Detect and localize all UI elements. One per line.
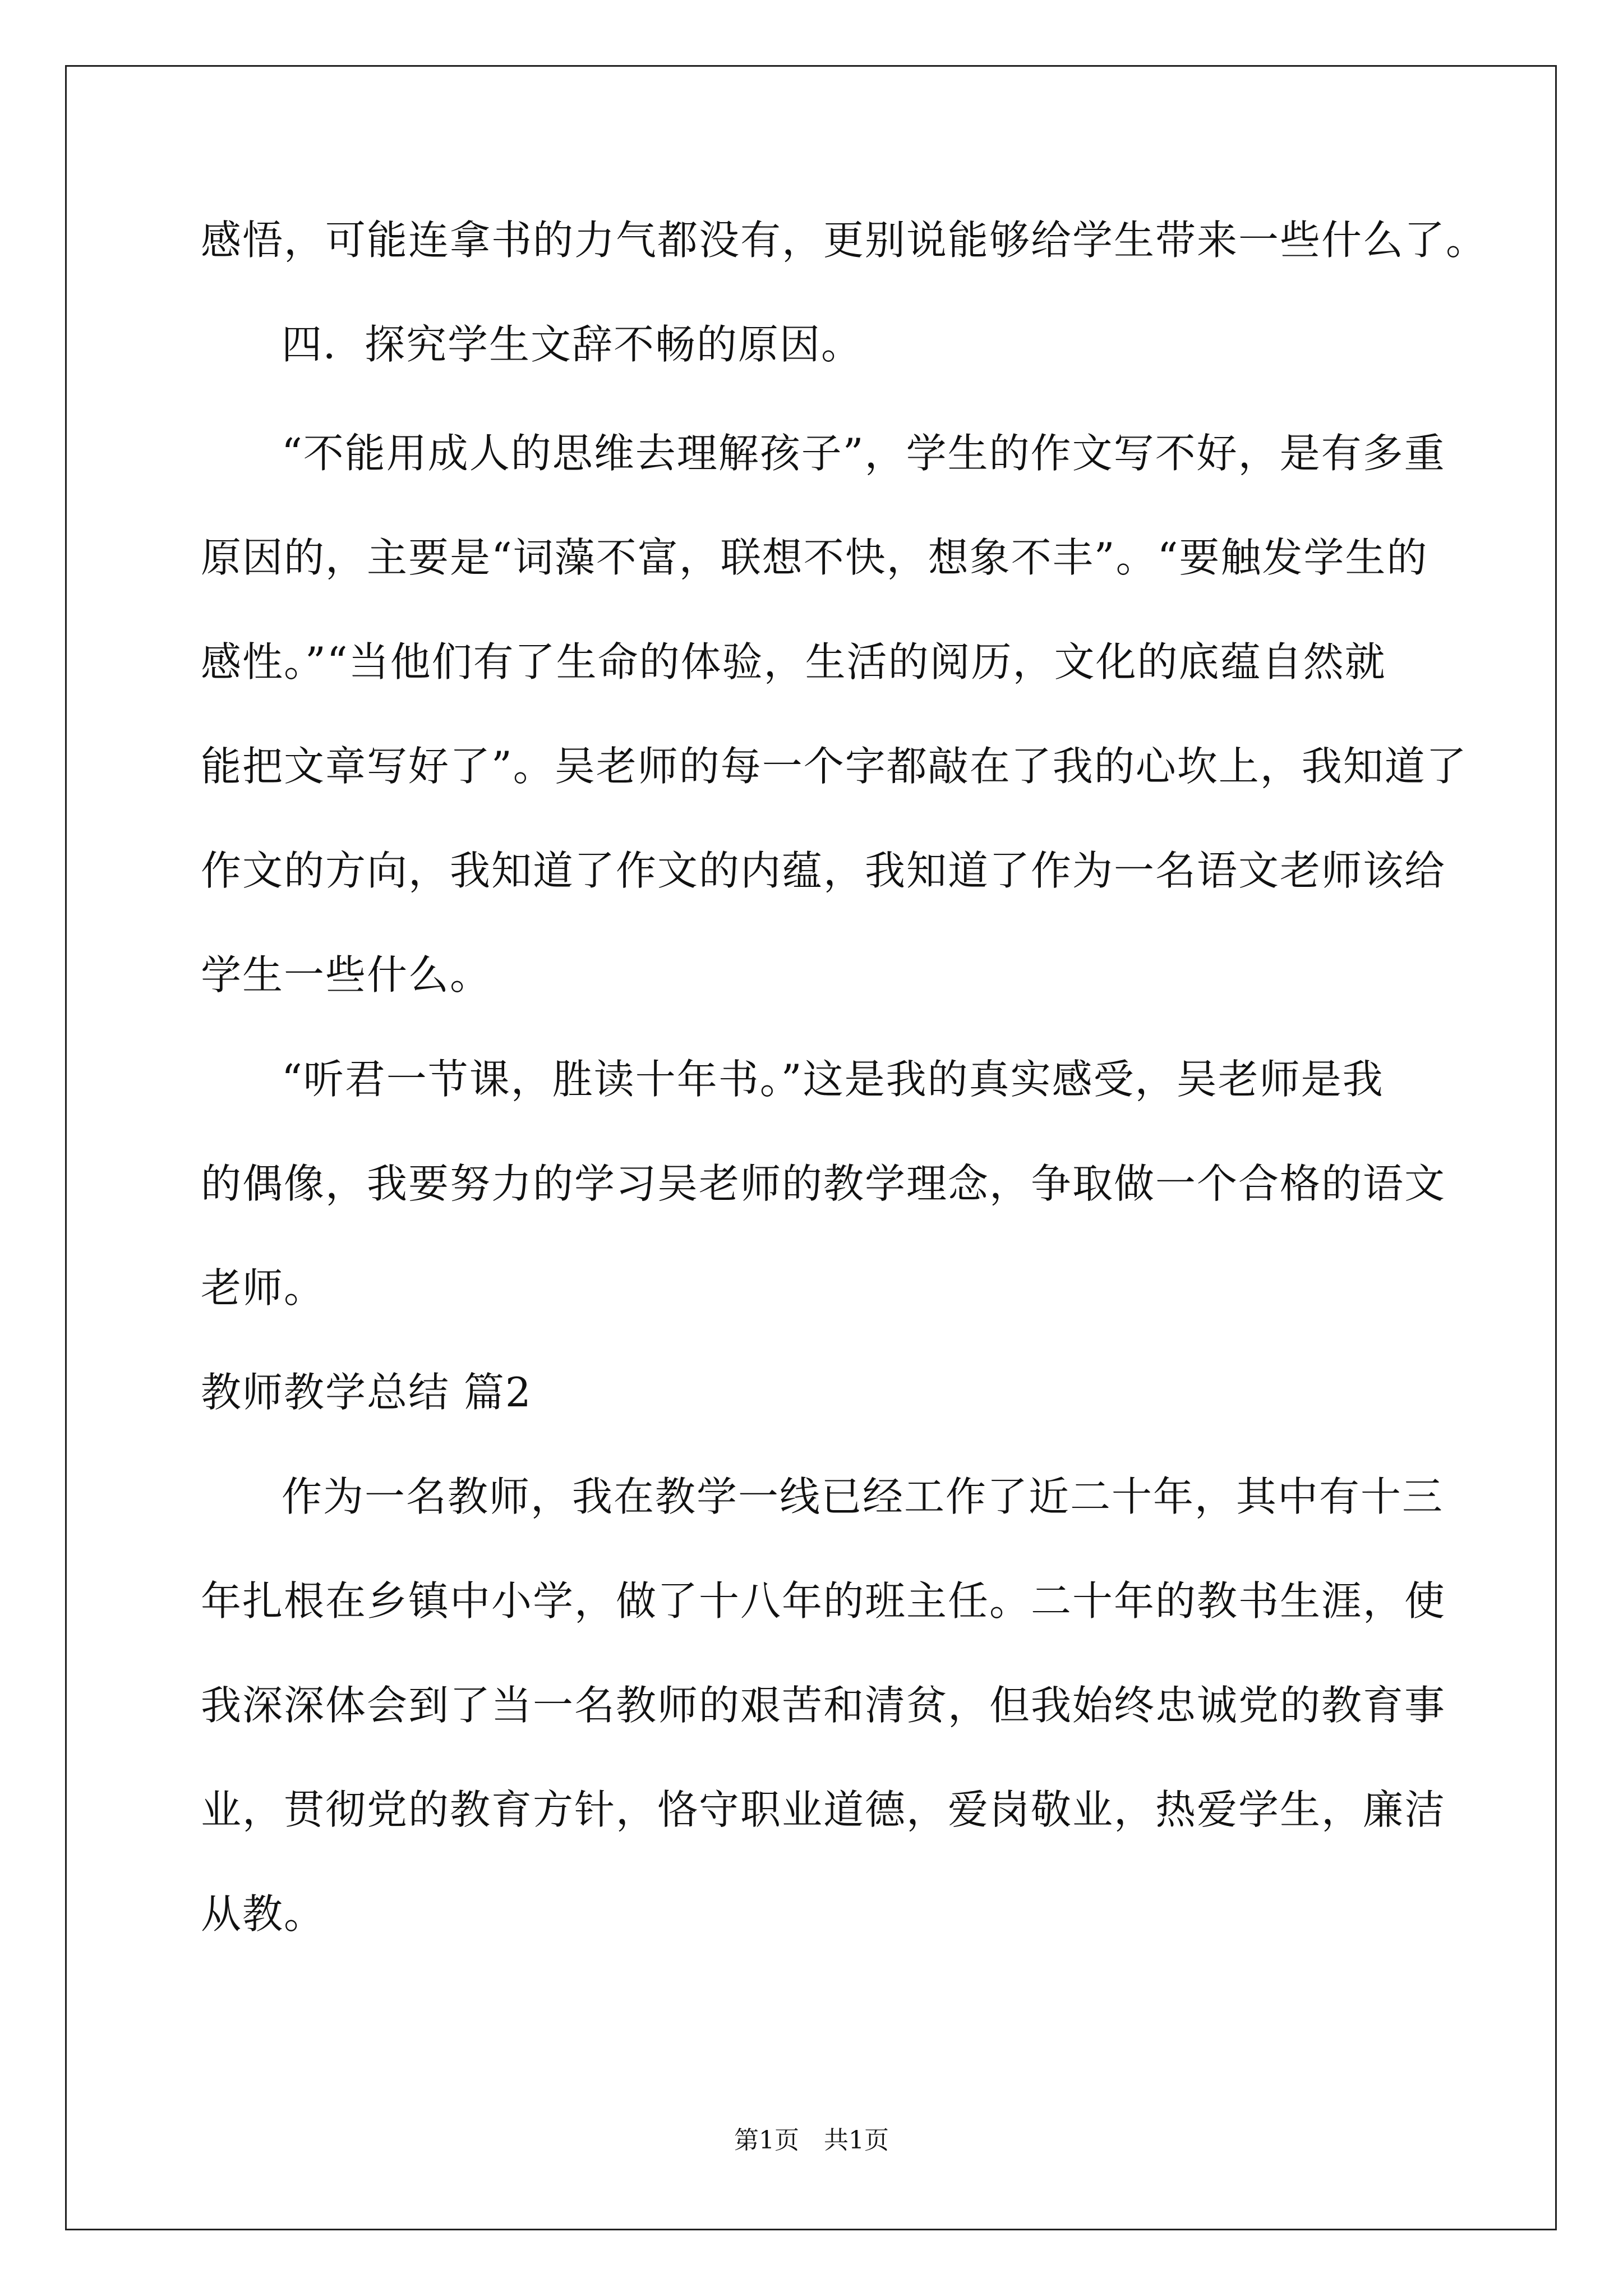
page-footer: 第1页 共1页 [734, 2126, 889, 2155]
text-line: 年扎根在乡镇中小学，做了十八年的班主任。二十年的教书生涯，使 [201, 1577, 1446, 1625]
text-line: 我深深体会到了当一名教师的艰苦和清贫，但我始终忠诚党的教育事 [201, 1682, 1446, 1729]
text-line: 能把文章写好了”。吴老师的每一个字都敲在了我的心坎上，我知道了 [201, 743, 1468, 790]
text-line: 作为一名教师，我在教学一线已经工作了近二十年，其中有十三 [282, 1473, 1444, 1520]
text-line: 学生一些什么。 [201, 951, 492, 999]
text-line: 感性。”“当他们有了生命的体验，生活的阅历，文化的底蕴自然就 [201, 638, 1386, 685]
text-line: 老师。 [201, 1264, 326, 1312]
text-line: 感悟，可能连拿书的力气都没有，更别说能够给学生带来一些什么了。 [201, 217, 1488, 264]
text-line: “不能用成人的思维去理解孩子”，学生的作文写不好，是有多重 [282, 430, 1446, 477]
article-title: 教师教学总结 篇2 [201, 1369, 532, 1416]
text-line: 业，贯彻党的教育方针，恪守职业道德，爱岗敬业，热爱学生，廉洁 [201, 1786, 1446, 1833]
text-line: 从教。 [201, 1890, 326, 1938]
text-line: “听君一节课，胜读十年书。”这是我的真实感受，吴老师是我 [282, 1056, 1384, 1103]
text-line: 的偶像，我要努力的学习吴老师的教学理念，争取做一个合格的语文 [201, 1160, 1446, 1207]
section-heading: 四．探究学生文辞不畅的原因。 [282, 321, 863, 368]
text-line: 作文的方向，我知道了作文的内蕴，我知道了作为一名语文老师该给 [201, 847, 1446, 894]
text-line: 原因的，主要是“词藻不富，联想不快，想象不丰”。“要触发学生的 [201, 534, 1428, 581]
